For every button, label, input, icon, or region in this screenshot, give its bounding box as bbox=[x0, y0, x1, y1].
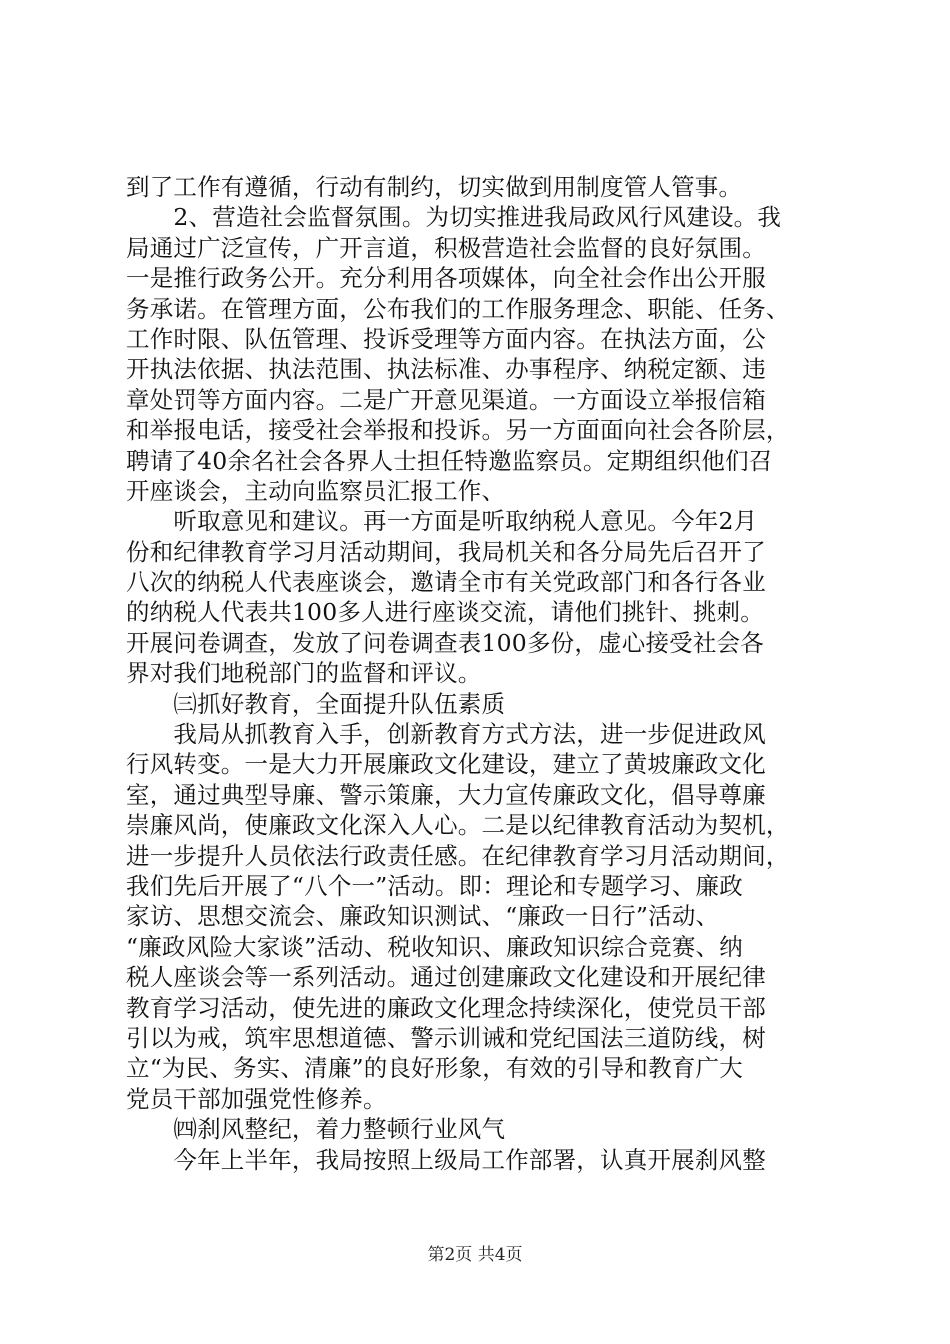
text-line: 引以为戒，筑牢思想道德、警示训诫和党纪国法三道防线，树 bbox=[126, 1023, 766, 1052]
text-line: 聘请了40余名社会各界人士担任特邀监察员。定期组织他们召 bbox=[126, 446, 773, 475]
page-number-label: 第2页 共4页 bbox=[427, 1245, 523, 1265]
text-line: 份和纪律教育学习月活动期间，我局机关和各分局先后召开了 bbox=[126, 537, 766, 566]
text-line: 到了工作有遵循，行动有制约，切实做到用制度管人管事。 bbox=[126, 173, 743, 201]
text-line: 进一步提升人员依法行政责任感。在纪律教育学习月活动期间， bbox=[126, 841, 790, 870]
text-line: 我局从抓教育入手，创新教育方式方法，进一步促进政风 bbox=[126, 720, 766, 749]
text-line: 的纳税人代表共100多人进行座谈交流，请他们挑针、挑刺。 bbox=[126, 598, 764, 627]
text-line: 2、营造社会监督氛围。为切实推进我局政风行风建设。我 bbox=[126, 203, 782, 232]
text-line: 我们先后开展了“八个一”活动。即：理论和专题学习、廉政 bbox=[126, 871, 743, 900]
text-line: 税人座谈会等一系列活动。通过创建廉政文化建设和开展纪律 bbox=[126, 963, 766, 992]
text-line: 务承诺。在管理方面，公布我们的工作服务理念、职能、任务、 bbox=[126, 294, 790, 323]
text-line: 局通过广泛宣传，广开言道，积极营造社会监督的良好氛围。 bbox=[126, 233, 766, 262]
text-line: 教育学习活动，使先进的廉政文化理念持续深化，使党员干部 bbox=[126, 993, 766, 1022]
text-line: 一是推行政务公开。充分利用各项媒体，向全社会作出公开服 bbox=[126, 264, 766, 293]
text-line: 开座谈会，主动向监察员汇报工作、 bbox=[126, 476, 506, 505]
text-line: 开展问卷调查，发放了问卷调查表100多份，虚心接受社会各 bbox=[126, 628, 764, 657]
text-line: 工作时限、队伍管理、投诉受理等方面内容。在执法方面，公 bbox=[126, 324, 766, 353]
section-heading: ㈣刹风整纪，着力整顿行业风气 bbox=[126, 1115, 506, 1144]
text-line: 和举报电话，接受社会举报和投诉。另一方面面向社会各阶层， bbox=[126, 416, 790, 445]
page-footer bbox=[0, 1244, 950, 1266]
text-line: 家访、思想交流会、廉政知识测试、“廉政一日行”活动、 bbox=[126, 902, 720, 931]
text-line: 崇廉风尚，使廉政文化深入人心。二是以纪律教育活动为契机， bbox=[126, 811, 790, 840]
text-line: 室，通过典型导廉、警示策廉，大力宣传廉政文化，倡导尊廉 bbox=[126, 780, 766, 809]
document-body bbox=[126, 172, 846, 1175]
text-line: 党员干部加强党性修养。 bbox=[126, 1084, 387, 1113]
text-line: 听取意见和建议。再一方面是听取纳税人意见。今年2月 bbox=[126, 507, 758, 536]
text-line: 八次的纳税人代表座谈会，邀请全市有关党政部门和各行各业 bbox=[126, 568, 766, 597]
text-line: “廉政风险大家谈”活动、税收知识、廉政知识综合竞赛、纳 bbox=[126, 932, 743, 961]
section-heading: ㈢抓好教育，全面提升队伍素质 bbox=[126, 689, 506, 718]
text-line: 界对我们地税部门的监督和评议。 bbox=[126, 659, 482, 688]
text-line: 立“为民、务实、清廉”的良好形象，有效的引导和教育广大 bbox=[126, 1054, 743, 1083]
text-line: 行风转变。一是大力开展廉政文化建设，建立了黄坡廉政文化 bbox=[126, 750, 766, 779]
text-line: 开执法依据、执法范围、执法标准、办事程序、纳税定额、违 bbox=[126, 355, 766, 384]
text-line: 今年上半年，我局按照上级局工作部署，认真开展刹风整 bbox=[126, 1145, 766, 1174]
text-line: 章处罚等方面内容。二是广开意见渠道。一方面设立举报信箱 bbox=[126, 385, 766, 414]
